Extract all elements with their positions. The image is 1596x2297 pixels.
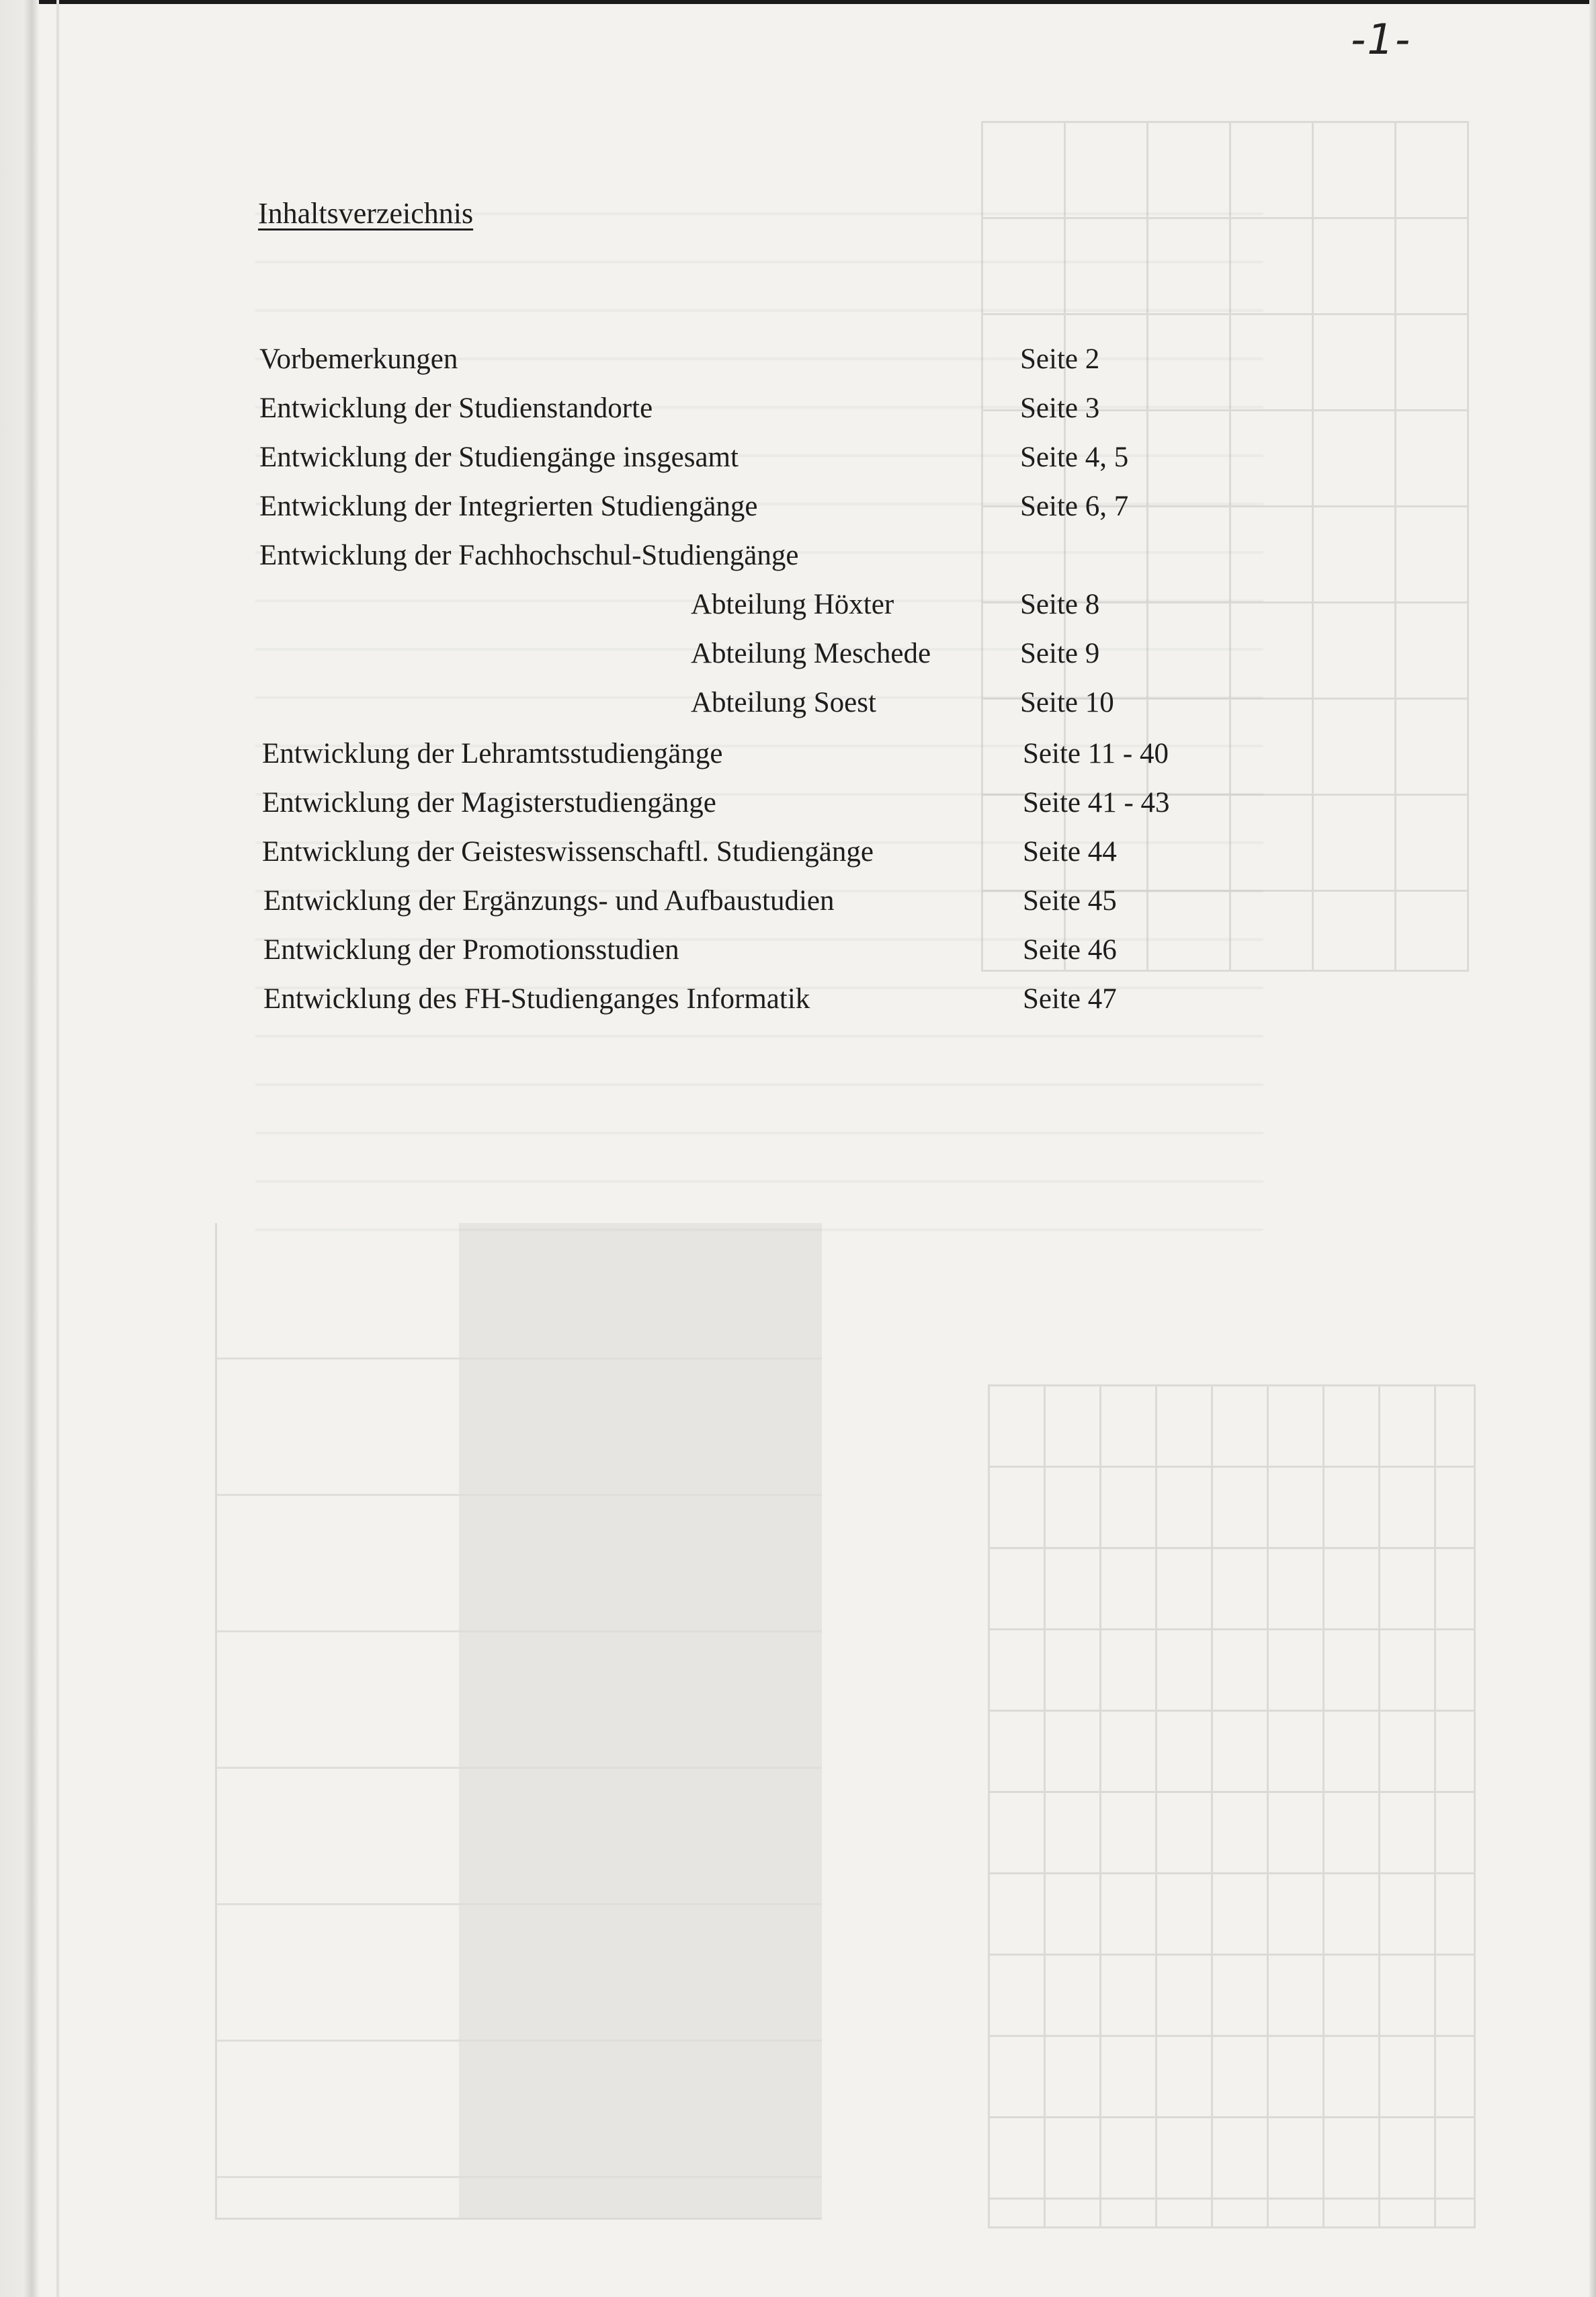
toc-entry-title: Abteilung Meschede <box>691 638 931 669</box>
toc-entry <box>0 487 1344 527</box>
toc-entry <box>0 437 1344 478</box>
toc-entry-title: Entwicklung der Studiengänge insgesamt <box>259 442 739 473</box>
toc-entry <box>0 388 1344 429</box>
toc-entry <box>0 339 1344 380</box>
bleed-through-chart <box>215 1223 822 2220</box>
toc-entry <box>0 881 1344 921</box>
toc-entry-title: Entwicklung der Ergänzungs- und Aufbaustudien <box>263 885 835 917</box>
toc-entry <box>0 832 1344 872</box>
handwritten-page-number: -1- <box>1351 15 1412 64</box>
toc-entry-page: Seite 10 <box>1020 687 1114 718</box>
toc-entry-title: Entwicklung der Promotionsstudien <box>263 934 679 966</box>
toc-entry-title: Abteilung Höxter <box>691 589 894 620</box>
toc-entry <box>0 683 1344 723</box>
toc-entry-page: Seite 11 - 40 <box>1023 738 1169 769</box>
toc-entry <box>0 734 1344 774</box>
toc-entry-title: Abteilung Soest <box>691 687 876 718</box>
toc-entry-page: Seite 46 <box>1023 934 1117 966</box>
toc-entry-page: Seite 3 <box>1020 392 1100 424</box>
toc-entry <box>0 634 1344 674</box>
toc-entry-title: Vorbemerkungen <box>259 343 458 375</box>
toc-heading: Inhaltsverzeichnis <box>258 197 474 230</box>
toc-entry-title: Entwicklung des FH-Studienganges Informatik <box>263 983 810 1015</box>
toc-entry <box>0 585 1344 625</box>
toc-entry <box>0 536 1344 576</box>
toc-entry-page: Seite 4, 5 <box>1020 442 1129 473</box>
toc-entry-page: Seite 6, 7 <box>1020 491 1129 522</box>
toc-entry-title: Entwicklung der Studienstandorte <box>259 392 653 424</box>
toc-entry <box>0 979 1344 1019</box>
toc-entry-title: Entwicklung der Magisterstudiengänge <box>262 787 716 819</box>
toc-entry-page: Seite 47 <box>1023 983 1117 1015</box>
bleed-through-table-lower <box>988 1384 1476 2228</box>
toc-entry-title: Entwicklung der Integrierten Studiengänge <box>259 491 758 522</box>
toc-entry <box>0 930 1344 970</box>
toc-entry-page: Seite 8 <box>1020 589 1100 620</box>
toc-entry <box>0 783 1344 823</box>
toc-entry-page: Seite 9 <box>1020 638 1100 669</box>
toc-entry-page: Seite 41 - 43 <box>1023 787 1170 819</box>
toc-entry-title: Entwicklung der Geisteswissenschaftl. Studiengänge <box>262 836 874 868</box>
scan-top-edge <box>0 0 1596 4</box>
toc-entry-title: Entwicklung der Fachhochschul-Studiengänge <box>259 540 799 571</box>
toc-entry-page: Seite 45 <box>1023 885 1117 917</box>
toc-entry-page: Seite 2 <box>1020 343 1100 375</box>
page-right-edge <box>1589 0 1596 2297</box>
toc-entry-title: Entwicklung der Lehramtsstudiengänge <box>262 738 723 769</box>
toc-entry-page: Seite 44 <box>1023 836 1117 868</box>
